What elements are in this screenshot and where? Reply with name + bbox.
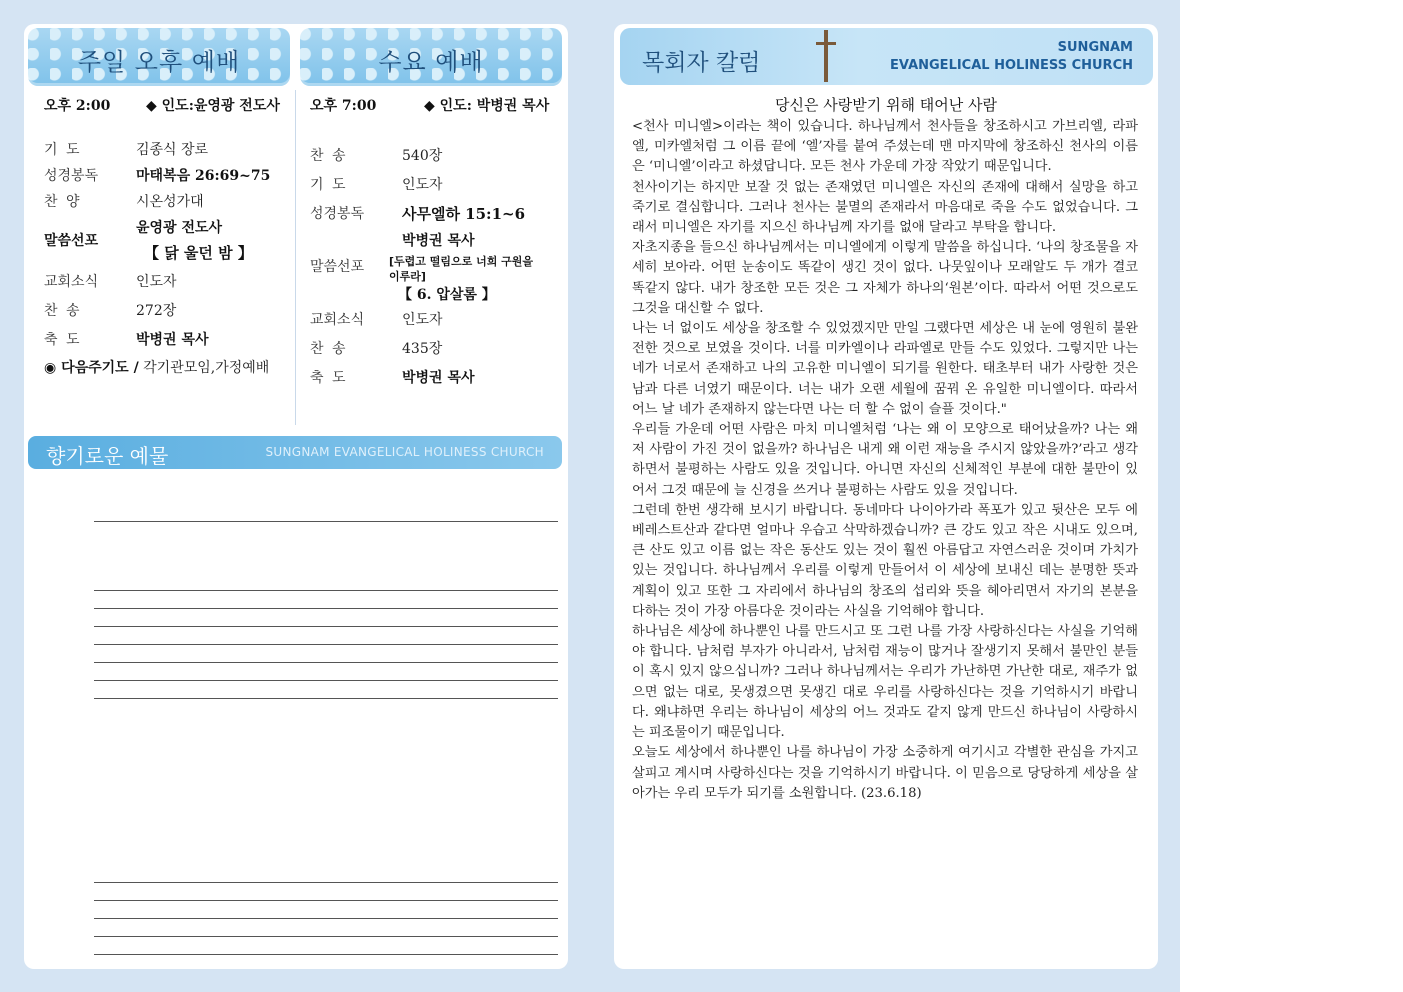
sunday-praise-value: 시온성가대 (136, 194, 204, 210)
wednesday-leader: ◆ 인도: 박병권 목사 (424, 98, 550, 114)
offering-line (94, 521, 558, 522)
pastor-column-title: 목회자 칼럼 (642, 50, 761, 76)
offering-church-name: SUNGNAM EVANGELICAL HOLINESS CHURCH (265, 445, 544, 459)
sunday-time: 오후 2:00 (44, 98, 111, 114)
offering-line (94, 662, 558, 663)
offering-line (94, 900, 558, 901)
offering-line (94, 918, 558, 919)
sunday-reading-label: 성경봉독 (44, 168, 99, 184)
article-paragraph: 천사이기는 하지만 보잘 것 없는 존재였던 미니엘은 자신의 존재에 대해서 실망을 하고 죽기로 결심합니다. 그러나 천사는 불멸의 존재라서 마음대로 죽을 수도 없었습니다. 그래서 미니엘은 자기를 지으신 하나님께 자기를 없애 달라고 부탁을 합니다. (632, 179, 1138, 236)
article-paragraph: 자초지종을 들으신 하나님께서는 미니엘에게 이렇게 말씀을 하십니다. ‘나의 창조물을 자세히 보아라. 어떤 눈송이도 똑같이 생긴 것이 없다. 나뭇잎이나 모래알도 두 개가 결코 똑같지 않다. 내가 창조한 모든 것은 그 자체가 하나의‘원본’이다. 따라서 어떤 것으로도 그것을 대신할 수 없다. (632, 240, 1138, 316)
offering-line (94, 626, 558, 627)
sunday-hymn-value: 272장 (136, 303, 177, 319)
next-prayer-label: ◉ 다음주기도 / (44, 360, 139, 376)
next-prayer (44, 357, 269, 377)
sunday-prayer-value: 김종식 장로 (136, 142, 209, 158)
wednesday-series-line1: [두렵고 떨림으로 너희 구원을 (389, 255, 534, 268)
wednesday-sermon-label: 말씀선포 (310, 259, 365, 275)
wednesday-hymn1-label: 찬 송 (310, 148, 348, 164)
sunday-news-value: 인도자 (136, 274, 177, 290)
offering-title: 향기로운 예물 (46, 444, 169, 468)
sunday-preacher: 윤영광 전도사 (136, 220, 223, 236)
wednesday-reading-label: 성경봉독 (310, 206, 365, 222)
offering-line (94, 698, 558, 699)
wednesday-time: 오후 7:00 (310, 98, 377, 114)
left-panel (24, 24, 568, 969)
wednesday-series-line2: 이루라] (389, 270, 426, 283)
sunday-hymn-label: 찬 송 (44, 303, 82, 319)
wednesday-hymn1-value: 540장 (402, 148, 443, 164)
offering-line (94, 644, 558, 645)
article-paragraph: 하나님은 세상에 하나뿐인 나를 만드시고 또 그런 나를 가장 사랑하신다는 사실을 기억해야 합니다. 남처럼 부자가 아니라서, 남처럼 재능이 많거나 잘생기지 못해서 불만인 분들이 혹시 있지 않으십니까? 그러나 하나님께서는 우리가 가난하면 가난한 대로, 재주가 없으면 없는 대로, 못생겼으면 못생긴 대로 우리를 사랑하신다는 것을 기억하시기 바랍니다. 왜냐하면 우리는 하나님이 세상의 어느 것과도 같지 않게 만드신 하나님이 사랑하시는 피조물이기 때문입니다. (632, 624, 1138, 741)
wednesday-service-title: 수요 예배 (378, 48, 484, 76)
wednesday-preacher: 박병권 목사 (402, 233, 475, 249)
next-prayer-value: 각기관모임,가정예배 (138, 360, 270, 376)
article-body (632, 117, 1138, 804)
wednesday-news-value: 인도자 (402, 312, 443, 328)
cross-icon (824, 30, 828, 82)
article-paragraph: 오늘도 세상에서 하나뿐인 나를 하나님이 가장 소중하게 여기시고 각별한 관심을 가지고 살피고 계시며 사랑하신다는 것을 기억하시기 바랍니다. 이 믿음으로 당당하게 세상을 살아가는 우리 모두가 되기를 소원합니다. (23.6.18) (632, 745, 1138, 801)
sunday-leader: ◆ 인도:윤영광 전도사 (146, 98, 280, 114)
church-name-line2: EVANGELICAL HOLINESS CHURCH (890, 58, 1133, 73)
article-paragraph: 우리들 가운데 어떤 사람은 마치 미니엘처럼 ‘나는 왜 이 모양으로 태어났을까? 나는 왜 저 사람이 가진 것이 없을까? 하나님은 내게 왜 이런 재능을 주시지 않았을까?’라고 생각하면서 불평하는 사람도 있을 것입니다. 아니면 자신의 신체적인 부분에 대한 불만이 있어서 그것 때문에 늘 신경을 쓰거나 불평하는 사람도 있을 것입니다. (632, 422, 1138, 498)
article-paragraph: 그런데 한번 생각해 보시기 바랍니다. 동네마다 나이아가라 폭포가 있고 뒷산은 모두 에베레스트산과 같다면 얼마나 우습고 삭막하겠습니까? 큰 강도 있고 작은 시내도 있으며, 큰 산도 있고 이름 없는 작은 동산도 있는 것이 훨씬 아름답고 자연스러운 것이며 가치가 있는 것입니다. 하나님께서 우리를 이렇게 만들어서 이 세상에 보내신 데는 분명한 뜻과 계획이 있고 또한 그 자리에서 하나님의 창조의 섭리와 뜻을 헤아리면서 자기의 본분을 다하는 것이 가장 아름다운 것이라는 사실을 기억해야 합니다. (632, 502, 1138, 619)
sunday-benediction-label: 축 도 (44, 332, 82, 348)
wednesday-service-header (300, 28, 562, 86)
sunday-reading-value: 마태복음 26:69~75 (136, 168, 271, 184)
sunday-sermon-title: 【 닭 울던 밤 】 (144, 244, 253, 262)
column-divider (295, 90, 296, 425)
sunday-service-header (28, 28, 290, 86)
sunday-prayer-label: 기 도 (44, 142, 82, 158)
article-paragraph: <천사 미니엘>이라는 책이 있습니다. 하나님께서 천사들을 창조하시고 가브리엘, 라파엘, 미카엘처럼 그 이름 끝에 ‘엘’자를 붙여 주셨는데 맨 마지막에 창조하신 천사의 이름은 ‘미니엘’이라고 하셨답니다. 모든 천사 가운데 가장 작았기 때문입니다. (632, 119, 1138, 175)
sunday-service-title: 주일 오후 예배 (77, 48, 241, 76)
sunday-benediction-value: 박병권 목사 (136, 332, 209, 348)
cross-icon-bar (816, 42, 836, 45)
offering-line (94, 936, 558, 937)
offering-line (94, 608, 558, 609)
wednesday-sermon-title: 【 6. 압살롬 】 (398, 287, 496, 303)
wednesday-hymn2-label: 찬 송 (310, 341, 348, 357)
offering-header (28, 436, 562, 469)
wednesday-hymn2-value: 435장 (402, 341, 443, 357)
sunday-news-label: 교회소식 (44, 274, 99, 290)
article-title: 당신은 사랑받기 위해 태어난 사람 (775, 96, 997, 114)
offering-line (94, 680, 558, 681)
church-name-line1: SUNGNAM (1057, 40, 1133, 55)
offering-line (94, 590, 558, 591)
offering-line (94, 882, 558, 883)
wednesday-prayer-value: 인도자 (402, 177, 443, 193)
wednesday-prayer-label: 기 도 (310, 177, 348, 193)
wednesday-benediction-label: 축 도 (310, 370, 348, 386)
pastor-column-header (620, 28, 1153, 85)
sunday-praise-label: 찬 양 (44, 194, 82, 210)
wednesday-news-label: 교회소식 (310, 312, 365, 328)
wednesday-benediction-value: 박병권 목사 (402, 370, 475, 386)
wednesday-reading-value: 사무엘하 15:1~6 (402, 205, 526, 223)
article-paragraph: 나는 너 없이도 세상을 창조할 수 있었겠지만 만일 그랬다면 세상은 내 눈에 영원히 불완전한 것으로 보였을 것이다. 너를 미카엘이나 라파엘로 만들 수도 있었다. 그렇지만 나는 네가 너로서 존재하고 나의 고유한 미니엘이 되기를 원한다. 태초부터 내가 사랑한 것은 남과 다른 너였기 때문이다. 너는 내가 오랜 세월에 꿈꿔 온 유일한 미니엘이다. 따라서 어느 날 네가 존재하지 않는다면 나는 더 할 수 없이 슬플 것이다." (632, 321, 1138, 417)
offering-line (94, 954, 558, 955)
sunday-sermon-label: 말씀선포 (44, 233, 99, 249)
